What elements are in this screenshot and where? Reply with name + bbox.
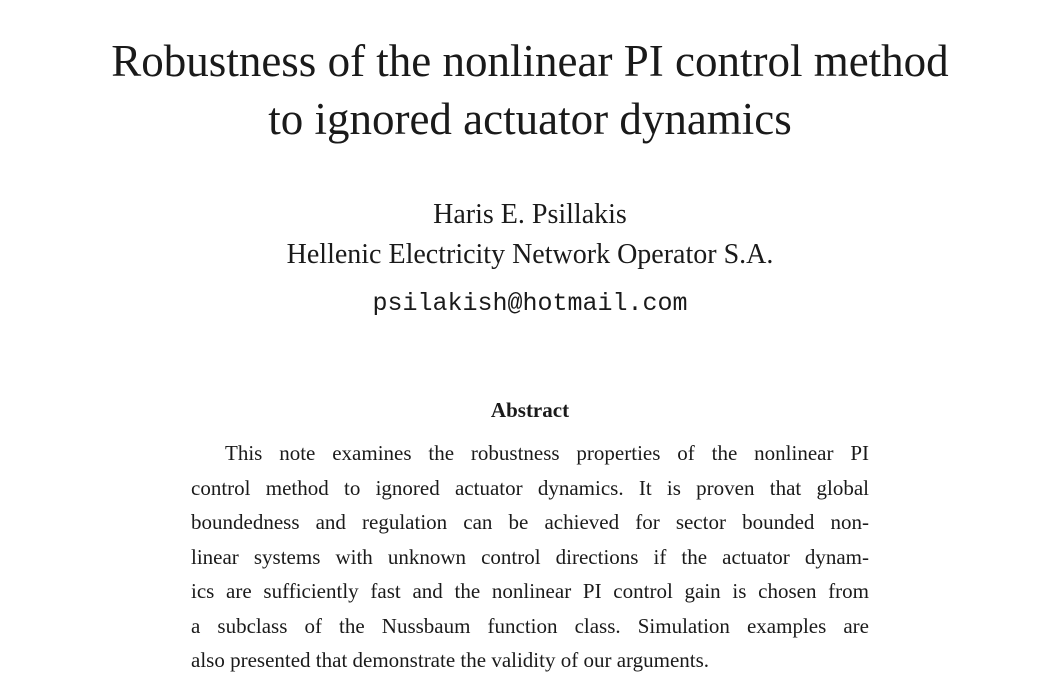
abstract-line: also presented that demonstrate the validity of our arguments. <box>191 648 710 672</box>
author-block <box>0 195 1050 275</box>
abstract-line: ics are sufficiently fast and the nonlinear PI control gain is chosen from <box>191 579 869 603</box>
title-line-1: Robustness of the nonlinear PI control method <box>111 36 949 86</box>
abstract-line: linear systems with unknown control directions if the actuator dynam- <box>191 544 869 569</box>
abstract-heading: Abstract <box>490 398 570 422</box>
abstract-line: a subclass of the Nussbaum function class. Simulation examples are <box>191 613 869 638</box>
author-email[interactable]: psilakish@hotmail.com <box>372 289 688 318</box>
abstract-line: control method to ignored actuator dynamics. It is proven that global <box>191 475 869 500</box>
abstract-line: boundedness and regulation can be achieved for sector bounded non- <box>191 510 869 534</box>
abstract-line: This note examines the robustness properties of the nonlinear PI <box>225 441 869 465</box>
abstract-body <box>191 436 869 678</box>
paper-title <box>0 32 1050 148</box>
author-affiliation: Hellenic Electricity Network Operator S.A. <box>286 239 774 270</box>
title-line-2: to ignored actuator dynamics <box>268 94 792 144</box>
author-name: Haris E. Psillakis <box>433 199 627 230</box>
